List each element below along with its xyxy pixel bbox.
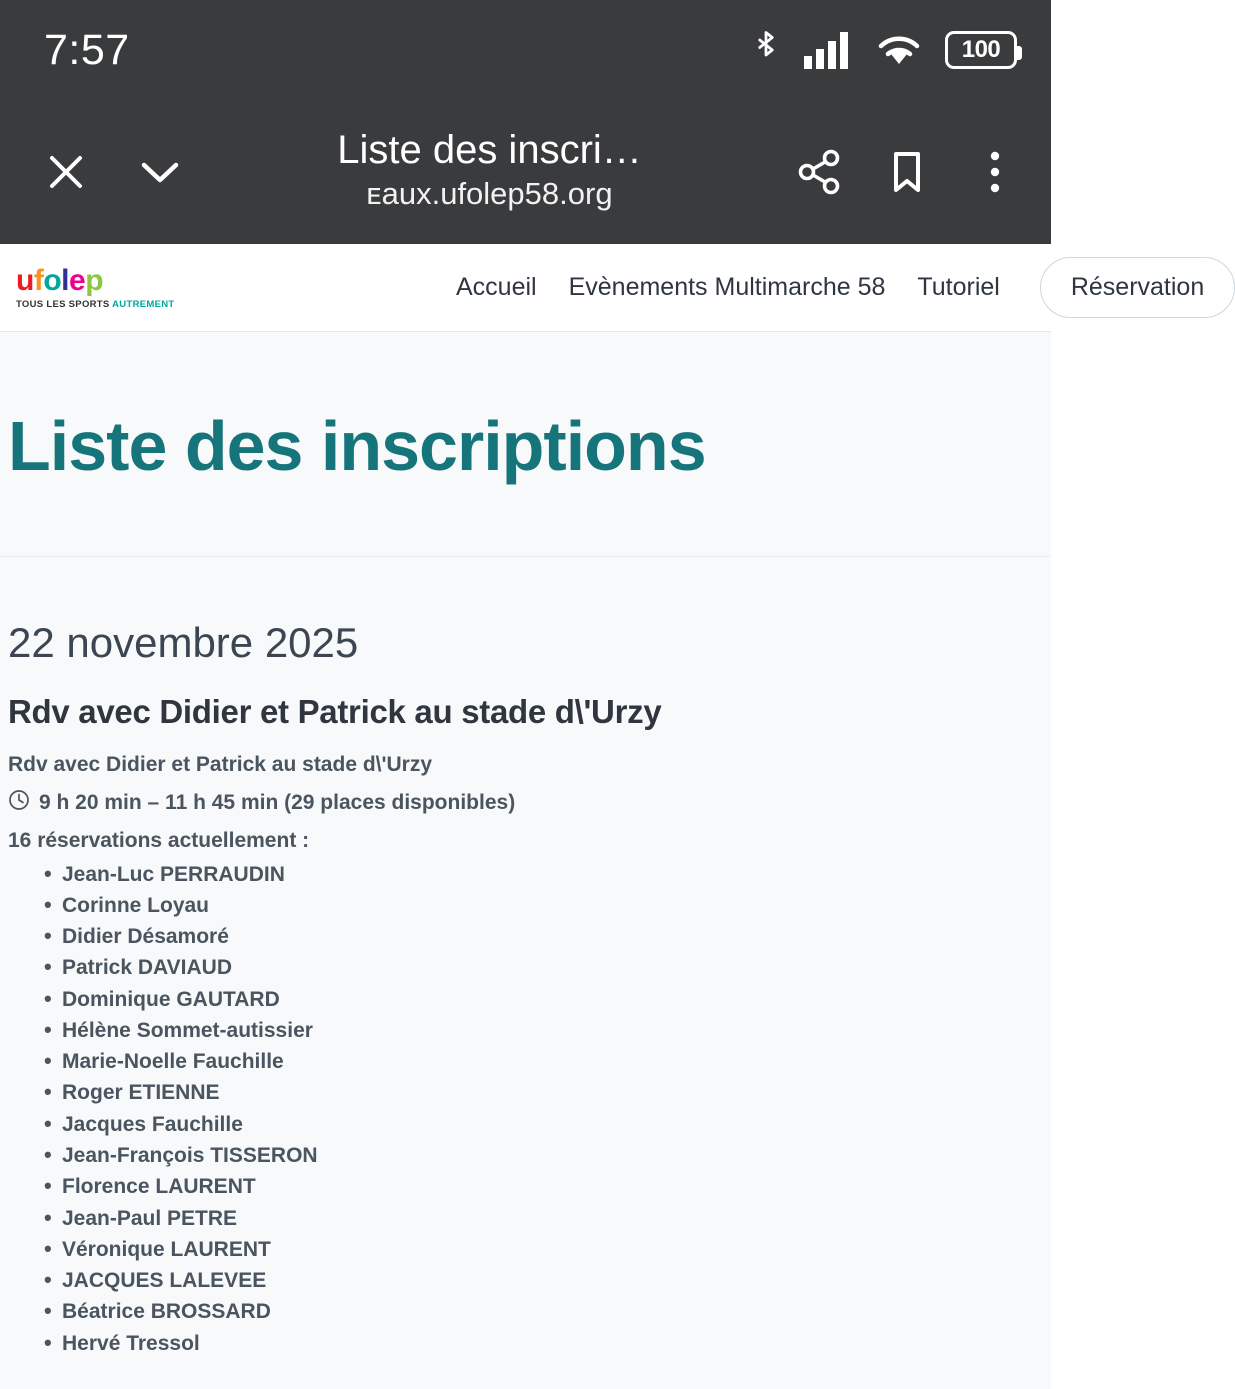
list-item: • JACQUES LALEVEE [44, 1265, 1043, 1296]
page-hero [0, 332, 1051, 557]
share-icon[interactable] [789, 142, 849, 202]
list-item: • Jean-François TISSERON [44, 1140, 1043, 1171]
cellular-signal-icon [803, 30, 853, 70]
list-item: • Corinne Loyau [44, 890, 1043, 921]
logo-letter: p [85, 263, 104, 297]
list-item: • Véronique LAURENT [44, 1234, 1043, 1265]
list-item: • Florence LAURENT [44, 1171, 1043, 1202]
event-time-range: 9 h 20 min – 11 h 45 min (29 places disponibles) [39, 790, 516, 814]
nav-item-accueil[interactable]: Accueil [456, 273, 537, 301]
close-button[interactable] [36, 142, 96, 202]
list-item: • Marie-Noelle Fauchille [44, 1046, 1043, 1077]
page-title: Liste des inscri… [337, 128, 642, 172]
nav-item-evenements[interactable]: Evènements Multimarche 58 [568, 273, 886, 301]
list-item: • Didier Désamoré [44, 921, 1043, 952]
list-item: • Jean-Luc PERRAUDIN [44, 859, 1043, 890]
browser-toolbar [0, 100, 1051, 244]
list-item: • Roger ETIENNE [44, 1077, 1043, 1108]
bookmark-icon[interactable] [877, 142, 937, 202]
event-date: 22 novembre 2025 [8, 618, 359, 666]
reservations-count: 16 réservations actuellement : [8, 828, 310, 852]
participants-list [8, 859, 1043, 1360]
browser-title-block [190, 128, 789, 212]
wifi-icon [875, 30, 923, 70]
page-content [0, 332, 1051, 1389]
list-item: • Jean-Paul PETRE [44, 1203, 1043, 1234]
logo-tagline-part1: TOUS LES SPORTS [16, 298, 110, 310]
list-item: • Jacques Fauchille [44, 1109, 1043, 1140]
logo-letter: e [69, 263, 86, 297]
page-heading: Liste des inscriptions [8, 407, 706, 485]
ufolep-logo[interactable] [16, 263, 175, 310]
chevron-down-icon[interactable] [130, 142, 190, 202]
overflow-menu-icon[interactable] [965, 142, 1025, 202]
page-url[interactable]: ᴇaux.ufolep58.org [366, 175, 613, 211]
status-bar-clock: 7:57 [44, 25, 130, 74]
list-item: • Béatrice BROSSARD [44, 1296, 1043, 1327]
logo-tagline [16, 298, 175, 310]
event-subtitle: Rdv avec Didier et Patrick au stade d\'Urzy [8, 752, 432, 776]
event-time-row [8, 789, 1043, 817]
list-item: • Hervé Tressol [44, 1328, 1043, 1359]
list-item: • Dominique GAUTARD [44, 984, 1043, 1015]
logo-letter: f [33, 263, 44, 297]
logo-wordmark [16, 263, 156, 297]
logo-letter: o [43, 263, 62, 297]
site-nav [456, 257, 1235, 318]
battery-level: 100 [961, 36, 1001, 63]
nav-item-reservation[interactable]: Réservation [1040, 257, 1235, 318]
list-item: • Patrick DAVIAUD [44, 952, 1043, 983]
nav-item-tutoriel[interactable]: Tutoriel [917, 273, 1000, 301]
logo-letter: l [61, 263, 69, 297]
inscriptions-section [0, 557, 1051, 1360]
site-header [0, 244, 1205, 332]
event-title: Rdv avec Didier et Patrick au stade d\'Urzy [8, 692, 662, 730]
status-bar-icons [751, 28, 1017, 72]
bluetooth-icon [751, 28, 781, 72]
status-bar [0, 0, 1051, 100]
logo-tagline-part2: AUTREMENT [112, 298, 175, 310]
clock-icon [8, 789, 30, 817]
logo-letter: u [16, 263, 34, 297]
list-item: • Hélène Sommet-autissier [44, 1015, 1043, 1046]
battery-icon [945, 31, 1017, 69]
